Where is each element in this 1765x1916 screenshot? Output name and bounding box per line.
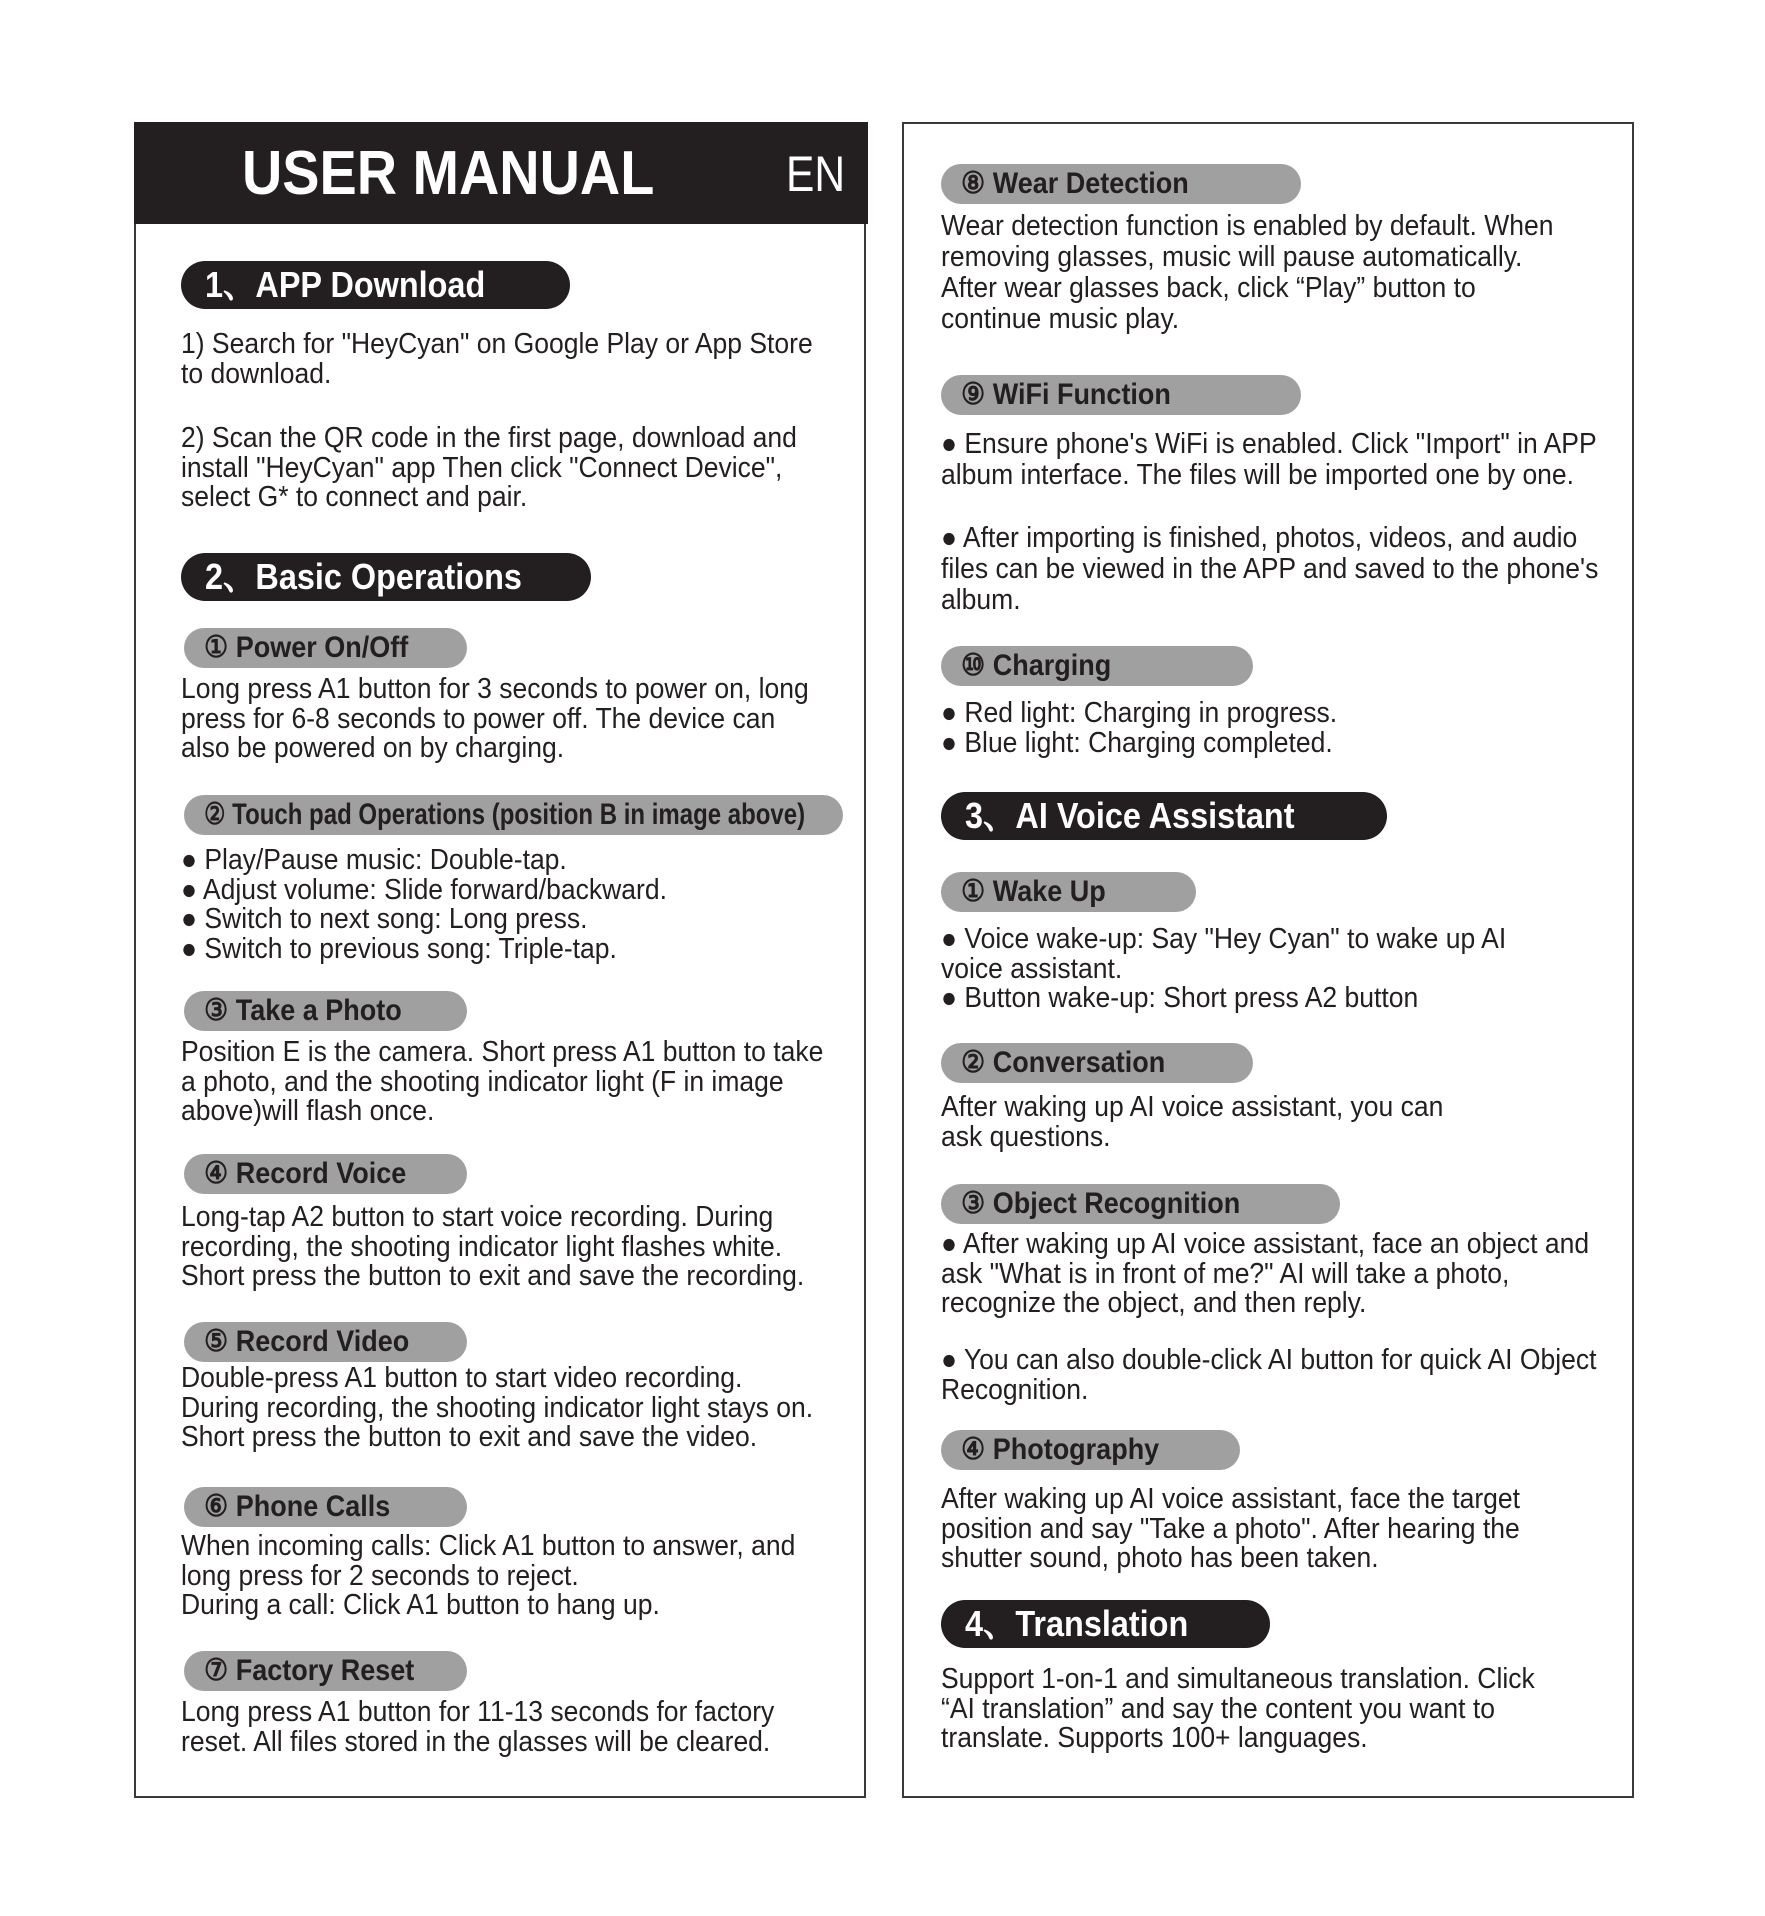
subheading-wifi-function: ⑨ WiFi Function xyxy=(941,375,1301,415)
phone-calls-text: When incoming calls: Click A1 button to answer, and long press for 2 seconds to reject. During a call: Click A1 button to hang up. xyxy=(181,1530,796,1621)
subheading-conversation: ② Conversation xyxy=(941,1043,1253,1083)
section-heading-app-download xyxy=(181,261,570,309)
language-label: EN xyxy=(786,146,846,202)
manual-header xyxy=(134,122,868,224)
subheading-object-recognition: ③ Object Recognition xyxy=(941,1184,1340,1224)
list-item: ● Red light: Charging in progress. xyxy=(941,697,1338,729)
subheading-wake-up: ① Wake Up xyxy=(941,872,1196,912)
subheading-power-on-off: ① Power On/Off xyxy=(184,628,467,668)
section-heading-translation xyxy=(941,1600,1270,1648)
charging-list xyxy=(941,699,1337,758)
record-video-text: Double-press A1 button to start video recording. During recording, the shooting indicator light stays on. Short press the button to exit and save the video. xyxy=(181,1362,814,1453)
subheading-phone-calls: ⑥ Phone Calls xyxy=(184,1487,467,1527)
subheading-photography: ④ Photography xyxy=(941,1430,1240,1470)
list-item: ● Switch to previous song: Triple-tap. xyxy=(181,932,617,965)
object-recognition-step-1: ● After waking up AI voice assistant, face an object and ask "What is in front of me?" AI will take a photo, recognize the object, and then reply. xyxy=(941,1228,1590,1319)
section-title: 4、Translation xyxy=(965,1603,1189,1644)
section-title: 3、AI Voice Assistant xyxy=(965,795,1295,836)
subheading-record-video: ⑤ Record Video xyxy=(184,1322,467,1362)
app-download-step-1: 1) Search for "HeyCyan" on Google Play or App Store to download. xyxy=(181,328,813,390)
touch-pad-list xyxy=(181,846,667,964)
subheading-wear-detection: ⑧ Wear Detection xyxy=(941,164,1301,204)
section-title: 2、Basic Operations xyxy=(205,556,522,597)
wear-detection-text: Wear detection function is enabled by default. When removing glasses, music will pause automatically. After wear glasses back, click “Play” button to continue music play. xyxy=(941,210,1554,335)
translation-text: Support 1-on-1 and simultaneous translation. Click “AI translation” and say the content you want to translate. Supports 100+ languages. xyxy=(941,1663,1535,1754)
section-heading-ai-voice-assistant xyxy=(941,792,1387,840)
subheading-touch-pad: ② Touch pad Operations (position B in image above) xyxy=(184,795,843,835)
take-photo-text: Position E is the camera. Short press A1 button to take a photo, and the shooting indicator light (F in image above)will flash once. xyxy=(181,1036,824,1127)
manual-title: USER MANUAL xyxy=(242,139,655,208)
subheading-factory-reset: ⑦ Factory Reset xyxy=(184,1651,467,1691)
section-heading-basic-operations xyxy=(181,553,591,601)
app-download-step-2: 2) Scan the QR code in the first page, download and install "HeyCyan" app Then click "Connect Device", select G* to connect and pair. xyxy=(181,422,797,513)
object-recognition-step-2: ● You can also double-click AI button for quick AI Object Recognition. xyxy=(941,1344,1597,1406)
wake-up-text: ● Voice wake-up: Say "Hey Cyan" to wake up AI voice assistant. ● Button wake-up: Short press A2 button xyxy=(941,923,1507,1014)
subheading-charging: ⑩ Charging xyxy=(941,646,1253,686)
photography-text: After waking up AI voice assistant, face the target position and say "Take a photo". After hearing the shutter sound, photo has been taken. xyxy=(941,1483,1521,1574)
wifi-step-2: ● After importing is finished, photos, videos, and audio files can be viewed in the APP and saved to the phone's album. xyxy=(941,522,1599,616)
conversation-text: After waking up AI voice assistant, you can ask questions. xyxy=(941,1091,1444,1153)
factory-reset-text: Long press A1 button for 11-13 seconds for factory reset. All files stored in the glasses will be cleared. xyxy=(181,1696,775,1758)
list-item: ● Switch to next song: Long press. xyxy=(181,903,588,935)
subheading-record-voice: ④ Record Voice xyxy=(184,1154,467,1194)
subheading-take-photo: ③ Take a Photo xyxy=(184,991,467,1031)
section-title: 1、APP Download xyxy=(205,264,486,305)
list-item: ● Blue light: Charging completed. xyxy=(941,726,1333,759)
list-item: ● Adjust volume: Slide forward/backward. xyxy=(181,873,667,906)
power-on-off-text: Long press A1 button for 3 seconds to power on, long press for 6-8 seconds to power off. The device can also be powered on by charging. xyxy=(181,673,809,764)
list-item: ● Play/Pause music: Double-tap. xyxy=(181,844,567,876)
record-voice-text: Long-tap A2 button to start voice recording. During recording, the shooting indicator light flashes white. Short press the button to exit and save the recording. xyxy=(181,1201,805,1292)
wifi-step-1: ● Ensure phone's WiFi is enabled. Click "Import" in APP album interface. The files will be imported one by one. xyxy=(941,428,1597,491)
